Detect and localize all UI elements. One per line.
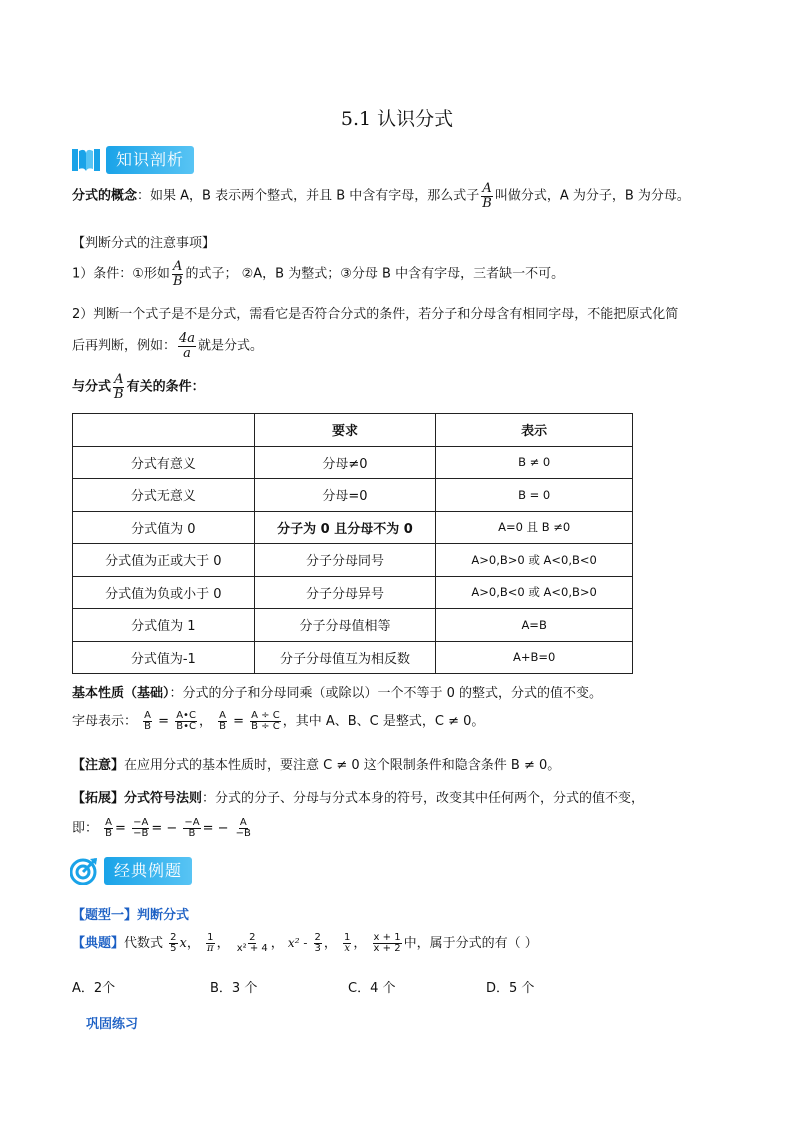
fraction: $\frac{A}{B}$ [144,709,152,732]
table-cell: A=0 且 B ≠0 [436,511,633,544]
letters-line: 字母表示： $\frac{A}{B}$ = $\frac{A•C}{B•C}$ ， $\frac{A}{B}$ = $\frac{A \div C}{B \div C}$ ，其中 A、B、C 是整式，C ≠ 0。 [72,709,485,732]
table-cell: A+B=0 [436,641,633,674]
table-row [73,511,633,544]
target-icon [70,857,98,885]
property-head: 基本性质（基础） [72,686,170,701]
option-d[interactable]: D．5 个 [486,981,535,996]
table-row [73,576,633,609]
table-cell: A=B [436,609,633,642]
fraction: $\frac{2}{5}$ [170,931,177,954]
table-cell: 分母=0 [254,479,436,512]
conditions-table [72,413,633,674]
table-cell: B = 0 [436,479,633,512]
note-2-line-1: 2）判断一个式子是不是分式，需看它是否符合分式的条件，若分子和分母含有相同字母，不能把原式化简 [72,307,679,322]
table-cell: 分子分母异号 [254,576,436,609]
section-header-knowledge [72,146,194,174]
table-cell: A>0,B<0 或 A<0,B>0 [436,576,633,609]
table-cell: 分式值为 0 [73,511,255,544]
table-cell: 分子分母值互为相反数 [254,641,436,674]
option-c[interactable]: C．4 个 [348,981,396,996]
option-b[interactable]: B．3 个 [210,981,258,996]
fraction: $\frac{A}{B}$ [114,372,124,402]
table-header-cell [73,414,255,447]
table-cell: 分式值为-1 [73,641,255,674]
table-header-cell: 表示 [436,414,633,447]
fraction: $\frac{4a}{a}$ [179,331,196,361]
fraction: $\frac{A}{B}$ [172,259,183,289]
concept-text: ：如果 A，B 表示两个整式，并且 B 中含有字母，那么式子 [137,188,480,204]
concept-line [72,182,690,210]
table-row [73,641,633,674]
table-header-cell: 要求 [254,414,436,447]
table-header-row [73,414,633,447]
section-label: 知识剖析 [106,146,194,174]
table-cell: 分子为 0 且分母不为 0 [254,511,436,544]
table-cell: 分式值为正或大于 0 [73,544,255,577]
page-title: 5.1 认识分式 [340,108,454,130]
concept-text: 叫做分式，A 为分子，B 为分母。 [494,188,690,204]
table-cell: B ≠ 0 [436,446,633,479]
table-cell: 分式值为负或小于 0 [73,576,255,609]
example-head: 【典题】 [72,936,125,951]
table-row [73,609,633,642]
sign-rule-line: 即： $\frac{A}{B}$ = $\frac{-A}{-B}$ = − $\frac{-A}{B}$ = − $\frac{A}{-B}$ [72,816,251,839]
fraction: $\frac{A•C}{B•C}$ [176,709,196,732]
section-label: 经典例题 [104,857,192,885]
fraction: $\frac{A}{B}$ [482,181,492,211]
notes-heading: 【判断分式的注意事项】 [72,236,216,251]
fraction: $\frac{A \div C}{B \div C}$ [251,709,280,732]
table-row [73,544,633,577]
extend-line: 【拓展】分式符号法则：分式的分子、分母与分式本身的符号，改变其中任何两个，分式的值不变， [72,791,645,806]
fraction: $\frac{2}{3}$ [314,931,321,954]
example-line: 【典题】代数式 $\frac{2}{5}$ x， $\frac{1}{\pi}$ ， $\frac{2}{\text{x² + 4}}$ ， x² - $\frac{2}{3}$ ， $\frac{1}{x}$ ， $\frac{x + 1}{x + 2}$ 中，属于分式的有（ ） [72,931,538,954]
table-cell: 分式值为 1 [73,609,255,642]
practice-heading: 巩固练习 [86,1017,139,1032]
fraction: $\frac{A}{B}$ [105,816,113,839]
note-1: 1）条件：①形如 $\frac{A}{B}$ 的式子； ②A，B 为整式；③分母 B 中含有字母，三者缺一不可。 [72,259,565,289]
notice-line: 【注意】在应用分式的基本性质时，要注意 C ≠ 0 这个限制条件和隐含条件 B ≠ 0。 [72,758,561,773]
property-line [72,682,602,701]
fraction: $\frac{1}{\pi}$ [207,931,214,954]
table-cell: 分子分母值相等 [254,609,436,642]
fraction: $\frac{1}{x}$ [344,931,351,954]
table-cell: A>0,B>0 或 A<0,B<0 [436,544,633,577]
concept-head: 分式的概念 [72,188,138,204]
note-2-line-2: 后再判断，例如： $\frac{4a}{a}$ 就是分式。 [72,331,264,361]
conditions-intro: 与分式 $\frac{A}{B}$ 有关的条件： [72,372,205,402]
fraction: $\frac{2}{\text{x² + 4}}$ [236,931,268,954]
table-row [73,446,633,479]
open-book-icon [72,147,100,173]
fraction: $\frac{-A}{-B}$ [133,816,149,839]
option-a[interactable]: A．2个 [72,981,116,996]
table-cell: 分式有意义 [73,446,255,479]
fraction: $\frac{-A}{B}$ [184,816,200,839]
fraction: $\frac{A}{B}$ [219,709,226,732]
table-row [73,479,633,512]
type-heading: 【题型一】判断分式 [72,908,190,923]
table-cell: 分母≠0 [254,446,436,479]
fraction: $\frac{x + 1}{x + 2}$ [373,931,401,954]
fraction: $\frac{A}{-B}$ [235,816,251,839]
table-cell: 分式无意义 [73,479,255,512]
table-cell: 分子分母同号 [254,544,436,577]
property-text: ：分式的分子和分母同乘（或除以）一个不等于 0 的整式，分式的值不变。 [169,686,603,701]
section-header-examples [70,857,192,885]
